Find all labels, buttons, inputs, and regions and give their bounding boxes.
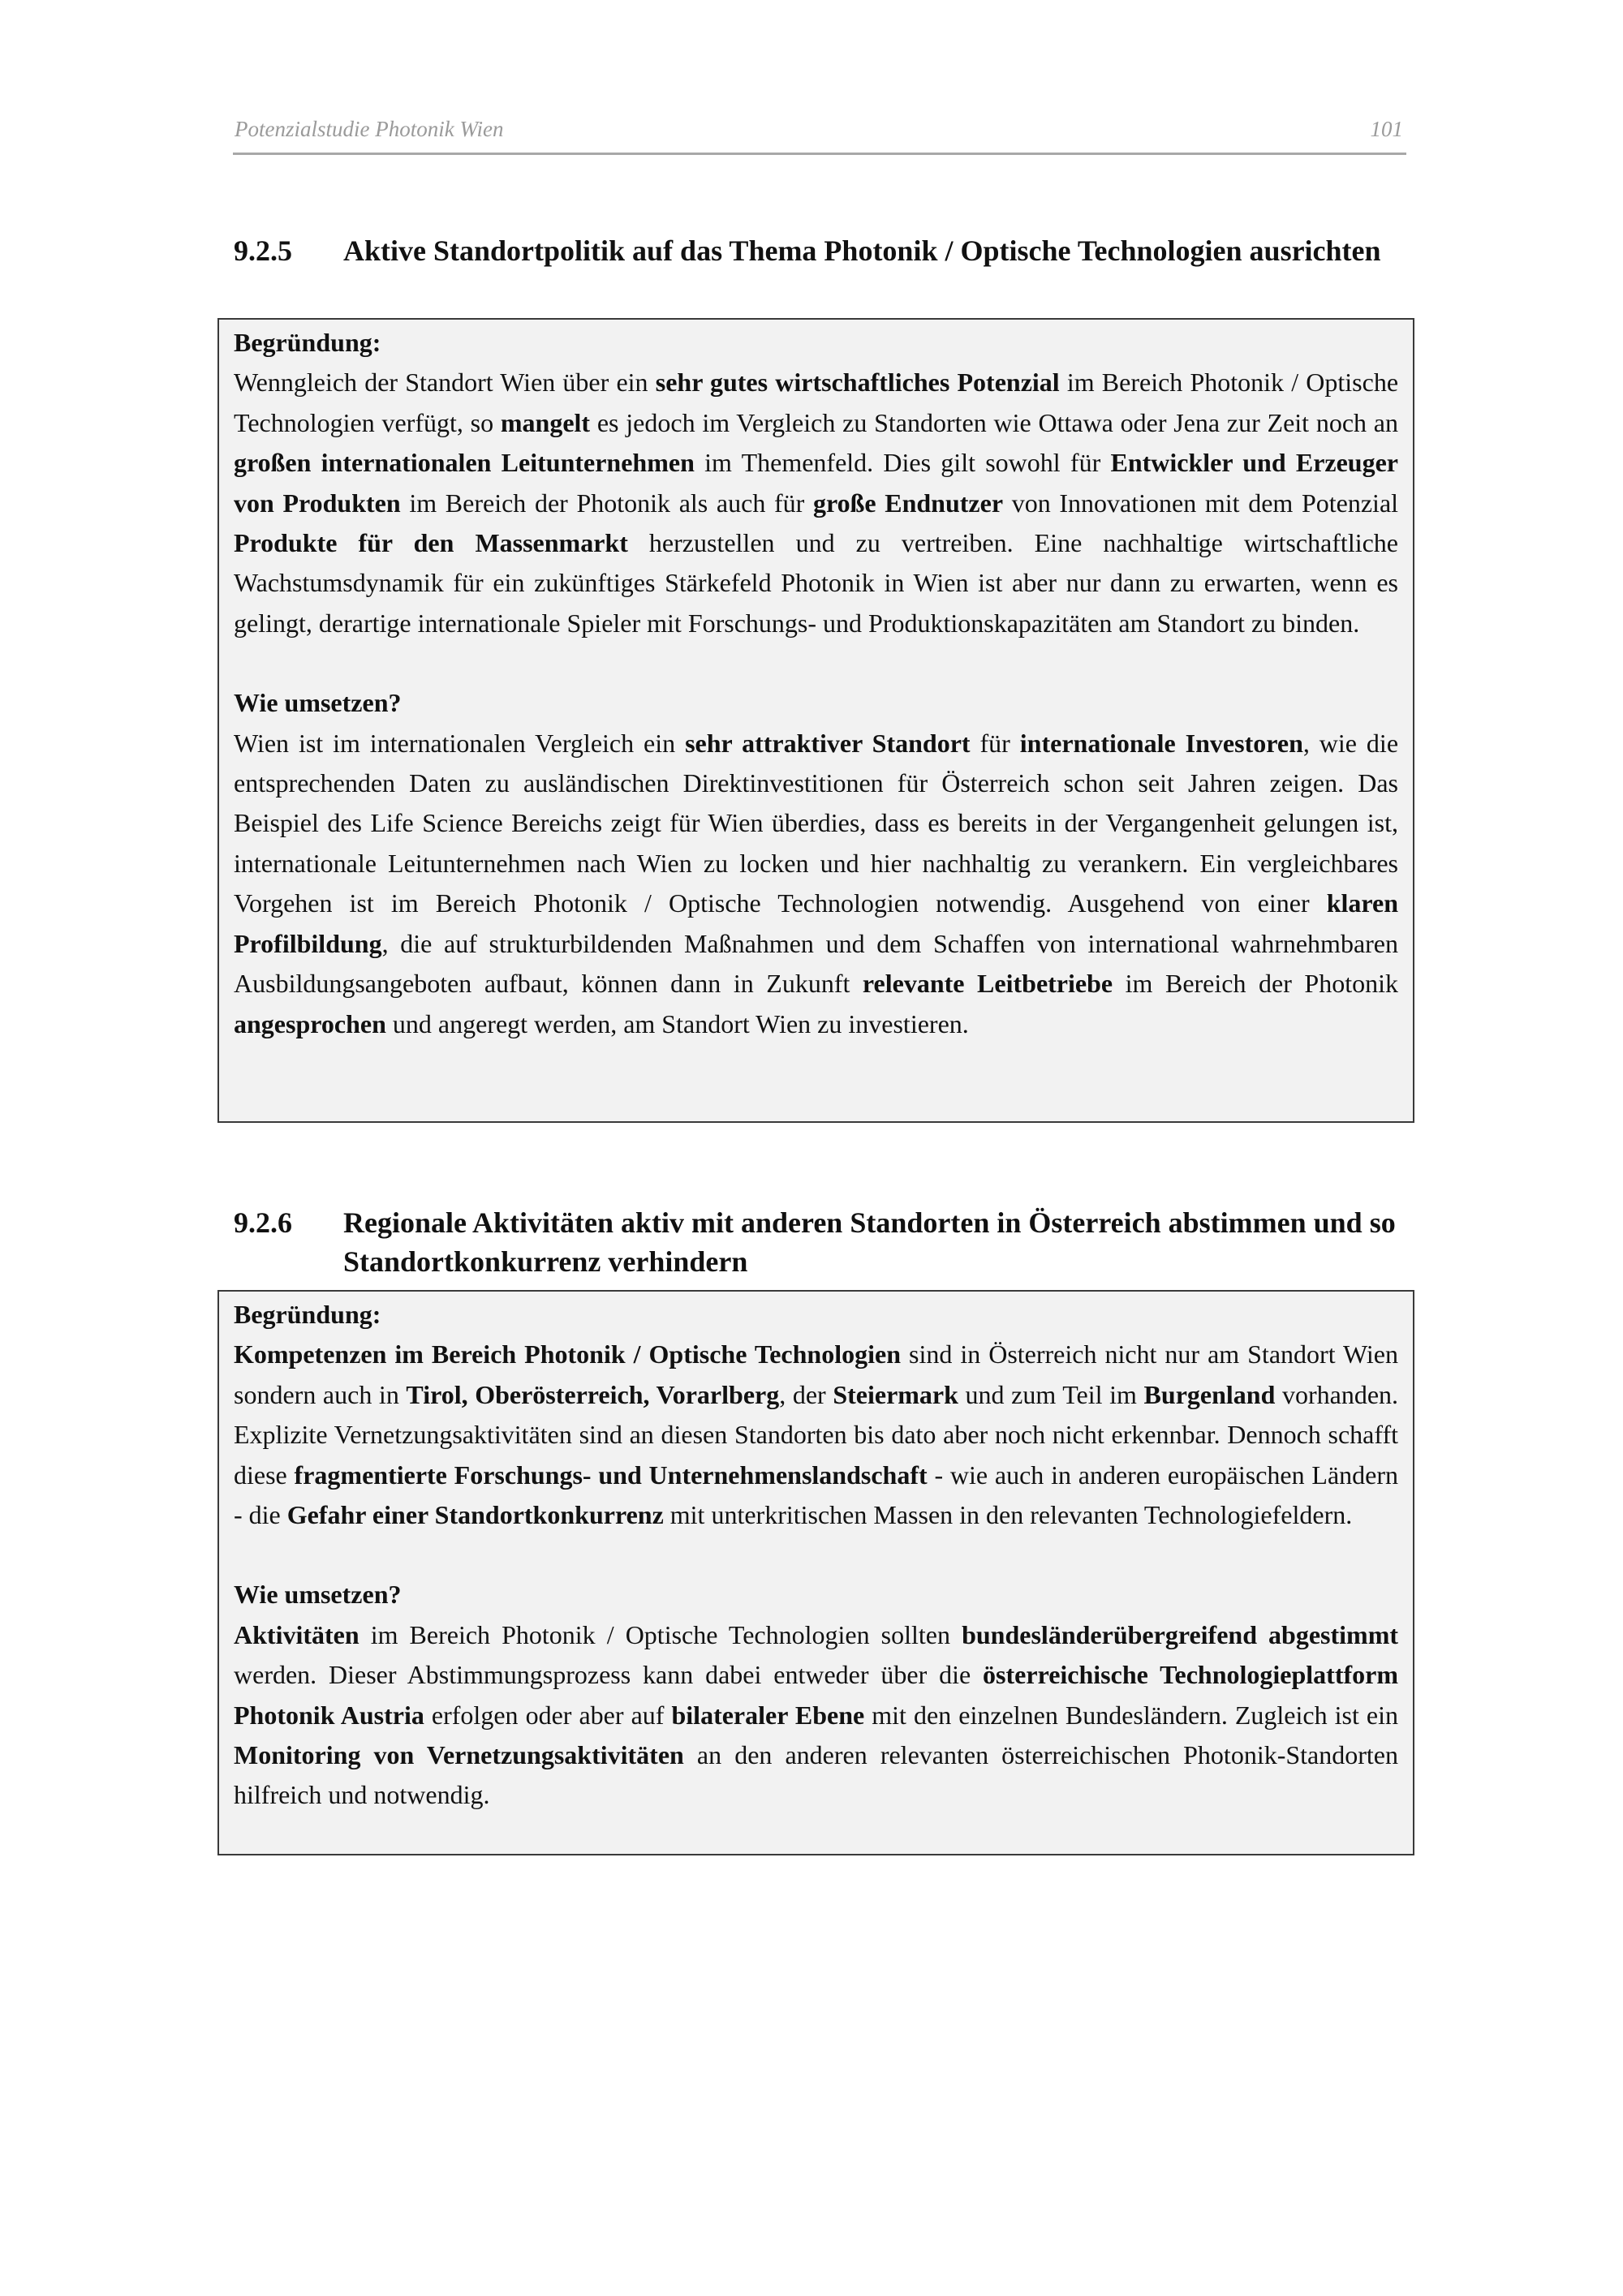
- text-run: im Bereich Photonik / Optische Technologien verfügt, so: [234, 368, 1399, 437]
- bold-run: angesprochen: [234, 1008, 386, 1038]
- bold-run: Produkte für den Massenmarkt: [234, 528, 628, 558]
- text-run: im Bereich der Photonik: [1113, 969, 1398, 999]
- text-run: im Bereich Photonik / Optische Technologien sollten: [359, 1619, 962, 1649]
- bold-run: klaren Profilbildung: [234, 888, 1398, 958]
- bold-run: Monitoring von Vernetzungsaktivitäten: [234, 1740, 684, 1770]
- bold-run: Aktivitäten: [234, 1619, 359, 1649]
- section-title: Aktive Standortpolitik auf das Thema Photonik / Optische Technologien ausrichten: [343, 234, 1381, 267]
- text-run: erfolgen oder aber auf: [424, 1700, 672, 1730]
- text-run: Wenngleich der Standort Wien über ein: [234, 368, 656, 398]
- bold-run: sehr attraktiver Standort: [685, 728, 971, 758]
- document-title: Potenzialstudie Photonik Wien: [235, 117, 504, 141]
- text-run: und angeregt werden, am Standort Wien zu investieren.: [385, 1008, 969, 1038]
- text-run: mit den einzelnen Bundesländern. Zugleich ist ein: [864, 1700, 1399, 1730]
- umsetzen-paragraph: [234, 1615, 1398, 1816]
- bold-run: mangelt: [500, 407, 591, 437]
- text-run: , wie die entsprechenden Daten zu ausländischen Direktinvestitionen für Österreich schon seit Jahren zeigen. Das Beispiel des Life Science Bereichs zeigt für Wien überdies, dass es bereits in der Vergangenheit gelungen ist, internationale Leitunternehmen nach Wien zu locken und hier nachhaltig zu verankern. Ein vergleichbares Vorgehen ist im Bereich Photonik / Optische Technologien notwendig. Ausgehend von einer: [234, 728, 1399, 918]
- section-heading-9-2-5: [234, 231, 1410, 270]
- paragraph-gap: [234, 1535, 1398, 1575]
- text-run: , der: [779, 1379, 833, 1409]
- bold-run: große Endnutzer: [812, 488, 1004, 518]
- text-run: , die auf strukturbildenden Maßnahmen und dem Schaffen von international wahrnehmbaren Ausbildungsangeboten aufbaut, können dann in Zukunft: [234, 928, 1398, 999]
- text-run: herzustellen und zu vertreiben. Eine nachhaltige wirtschaftliche Wachstumsdynamik für ein zukünftiges Stärkefeld Photonik in Wien ist aber nur dann zu erwarten, wenn es gelingt, derartige internationale Spieler mit Forschungs- und Produktionskapazitäten am Standort zu binden.: [234, 528, 1399, 638]
- text-run: von Innovationen mit dem Potenzial: [1003, 488, 1399, 518]
- text-run: für: [970, 728, 1020, 758]
- text-run: an den anderen relevanten österreichischen Photonik-Standorten hilfreich und notwendig.: [234, 1740, 1399, 1810]
- bold-run: relevante Leitbetriebe: [862, 969, 1113, 999]
- begruendung-label: Begründung:: [234, 1300, 381, 1329]
- section-title: Regionale Aktivitäten aktiv mit anderen Standorten in Österreich abstimmen und so Standortkonkurrenz verhindern: [343, 1206, 1396, 1278]
- begruendung-paragraph: [234, 1335, 1398, 1535]
- paragraph-gap: [234, 643, 1398, 683]
- text-run: werden. Dieser Abstimmungsprozess kann dabei entweder über die: [234, 1660, 984, 1690]
- bold-run: großen internationalen Leitunternehmen: [234, 448, 695, 478]
- text-run: vorhanden. Explizite Vernetzungsaktivitäten sind an diesen Standorten bis dato aber noch nicht erkennbar. Dennoch schafft diese: [234, 1379, 1399, 1490]
- section-number: 9.2.6: [234, 1206, 292, 1239]
- bold-run: österreichische Technologieplattform Photonik Austria: [234, 1660, 1399, 1730]
- text-run: und zum Teil im: [958, 1379, 1144, 1409]
- text-run: sind in Österreich nicht nur am Standort Wien sondern auch in: [234, 1339, 1399, 1409]
- umsetzen-label: Wie umsetzen?: [234, 1580, 402, 1610]
- begruendung-paragraph: [234, 363, 1398, 643]
- bold-run: bilateraler Ebene: [671, 1700, 865, 1730]
- bold-run: internationale Investoren: [1019, 728, 1303, 758]
- umsetzen-label: Wie umsetzen?: [234, 688, 402, 718]
- bold-run: fragmentierte Forschungs- und Unternehmenslandschaft: [294, 1460, 928, 1490]
- umsetzen-paragraph: [234, 724, 1398, 1044]
- bold-run: Burgenland: [1143, 1379, 1276, 1409]
- bold-run: Gefahr einer Standortkonkurrenz: [286, 1500, 664, 1530]
- text-run: - wie auch in anderen europäischen Ländern - die: [234, 1460, 1399, 1530]
- begruendung-label: Begründung:: [234, 328, 381, 357]
- text-run: im Bereich der Photonik als auch für: [400, 488, 813, 518]
- bold-run: Steiermark: [833, 1379, 958, 1409]
- text-run: Wien ist im internationalen Vergleich ein: [234, 728, 686, 758]
- running-header: [233, 114, 1406, 155]
- text-run: mit unterkritischen Massen in den relevanten Technologiefeldern.: [663, 1500, 1353, 1530]
- page-number: 101: [1370, 117, 1403, 141]
- text-run: es jedoch im Vergleich zu Standorten wie Ottawa oder Jena zur Zeit noch an: [590, 407, 1399, 437]
- bold-run: sehr gutes wirtschaftliches Potenzial: [655, 368, 1060, 398]
- recommendation-box-9-2-6: [217, 1290, 1414, 1855]
- section-number: 9.2.5: [234, 234, 292, 267]
- bold-run: bundesländerübergreifend abgestimmt: [962, 1619, 1399, 1649]
- bold-run: Tirol, Oberösterreich, Vorarlberg: [406, 1379, 780, 1409]
- text-run: im Themenfeld. Dies gilt sowohl für: [694, 448, 1111, 478]
- recommendation-box-9-2-5: [217, 318, 1414, 1123]
- bold-run: Entwickler und Erzeuger von Produkten: [234, 448, 1399, 518]
- bold-run: Kompetenzen im Bereich Photonik / Optische Technologien: [234, 1339, 902, 1369]
- section-heading-9-2-6: [234, 1203, 1410, 1281]
